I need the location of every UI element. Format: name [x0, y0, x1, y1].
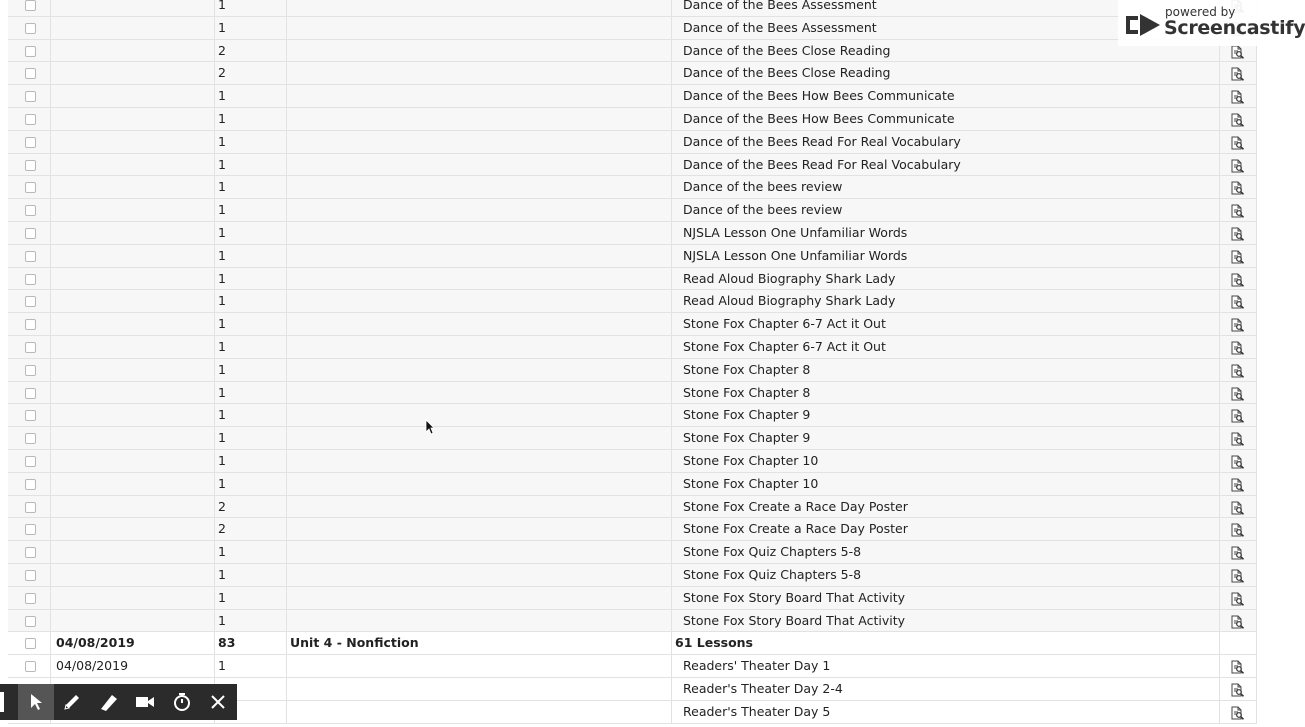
stopwatch-icon [173, 692, 191, 712]
row-checkbox-cell [8, 587, 50, 609]
lesson-title-cell: Stone Fox Chapter 10 [671, 450, 1219, 472]
table-row[interactable] [8, 655, 1257, 678]
preview-cell [1219, 450, 1257, 472]
unit-cell [286, 176, 671, 198]
lesson-title-cell: Stone Fox Quiz Chapters 5-8 [671, 564, 1219, 586]
row-checkbox[interactable] [25, 205, 36, 216]
lesson-title-cell: Reader's Theater Day 2-4 [671, 678, 1219, 700]
screencastify-watermark [1118, 0, 1305, 46]
unit-cell [286, 610, 671, 632]
unit-cell [286, 701, 671, 723]
lesson-title-cell: Stone Fox Chapter 10 [671, 473, 1219, 495]
unit-cell [286, 131, 671, 153]
lesson-title-cell: Dance of the Bees How Bees Communicate [671, 85, 1219, 107]
preview-cell [1219, 336, 1257, 358]
table-row[interactable] [8, 154, 1257, 177]
preview-cell [1219, 587, 1257, 609]
count-cell: 1 [214, 382, 286, 404]
unit-cell [286, 268, 671, 290]
date-cell [50, 131, 214, 153]
count-cell: 1 [214, 564, 286, 586]
count-cell: 83 [214, 632, 286, 654]
mouse-pointer-icon [425, 419, 435, 435]
preview-cell [1219, 564, 1257, 586]
toolbar-handle[interactable] [0, 692, 4, 712]
row-checkbox-cell [8, 131, 50, 153]
count-cell: 1 [214, 587, 286, 609]
date-cell [50, 404, 214, 426]
row-checkbox[interactable] [25, 0, 36, 11]
row-checkbox[interactable] [25, 502, 36, 513]
lesson-title-cell: Dance of the Bees Assessment [671, 0, 1219, 16]
preview-cell [1219, 359, 1257, 381]
row-checkbox[interactable] [25, 68, 36, 79]
preview-cell [1219, 313, 1257, 335]
preview-cell [1219, 496, 1257, 518]
table-row[interactable] [8, 450, 1257, 473]
date-cell [50, 222, 214, 244]
row-checkbox-cell [8, 496, 50, 518]
lesson-title-cell: NJSLA Lesson One Unfamiliar Words [671, 245, 1219, 267]
preview-cell [1219, 245, 1257, 267]
unit-cell [286, 245, 671, 267]
unit-cell [286, 336, 671, 358]
unit-cell [286, 427, 671, 449]
count-cell: 1 [214, 85, 286, 107]
table-row[interactable] [8, 587, 1257, 610]
row-checkbox-cell [8, 632, 50, 654]
date-cell [50, 473, 214, 495]
lesson-title-cell: NJSLA Lesson One Unfamiliar Words [671, 222, 1219, 244]
date-cell [50, 336, 214, 358]
annotation-toolbar [0, 684, 237, 720]
row-checkbox[interactable] [25, 638, 36, 649]
count-cell: 1 [214, 131, 286, 153]
lesson-title-cell: Dance of the bees review [671, 199, 1219, 221]
row-checkbox[interactable] [25, 410, 36, 421]
lesson-title-cell: Stone Fox Chapter 6-7 Act it Out [671, 313, 1219, 335]
highlighter-icon [98, 692, 120, 712]
preview-cell [1219, 382, 1257, 404]
row-checkbox-cell [8, 336, 50, 358]
table-row[interactable] [8, 17, 1257, 40]
date-cell [50, 290, 214, 312]
row-checkbox[interactable] [25, 114, 36, 125]
count-cell: 1 [214, 655, 286, 677]
watermark-line1: powered by [1165, 5, 1236, 19]
lesson-title-cell: 61 Lessons [671, 632, 1219, 654]
table-row[interactable] [8, 496, 1257, 519]
row-checkbox-cell [8, 268, 50, 290]
row-checkbox-cell [8, 40, 50, 62]
row-checkbox[interactable] [25, 479, 36, 490]
lesson-title-cell: Stone Fox Story Board That Activity [671, 587, 1219, 609]
row-checkbox[interactable] [25, 524, 36, 535]
lesson-title-cell: Reader's Theater Day 5 [671, 701, 1219, 723]
unit-cell [286, 564, 671, 586]
unit-cell [286, 85, 671, 107]
row-checkbox-cell [8, 541, 50, 563]
date-cell [50, 382, 214, 404]
cursor-icon [28, 693, 44, 711]
row-checkbox-cell [8, 313, 50, 335]
row-checkbox[interactable] [25, 616, 36, 627]
row-checkbox[interactable] [25, 251, 36, 262]
preview-cell [1219, 473, 1257, 495]
row-checkbox-cell [8, 245, 50, 267]
preview-cell [1219, 541, 1257, 563]
row-checkbox[interactable] [25, 182, 36, 193]
count-cell: 1 [214, 222, 286, 244]
count-cell: 2 [214, 518, 286, 540]
lesson-title-cell: Readers' Theater Day 1 [671, 655, 1219, 677]
table-row[interactable] [8, 336, 1257, 359]
table-row[interactable] [8, 610, 1257, 633]
count-cell: 2 [214, 496, 286, 518]
row-checkbox-cell [8, 359, 50, 381]
table-row[interactable] [8, 40, 1257, 63]
preview-cell [1219, 427, 1257, 449]
row-checkbox-cell [8, 154, 50, 176]
pen-icon [62, 692, 82, 712]
preview-cell [1219, 108, 1257, 130]
unit-cell [286, 108, 671, 130]
lesson-title-cell: Stone Fox Chapter 6-7 Act it Out [671, 336, 1219, 358]
pen-tool-button[interactable] [54, 684, 90, 720]
video-camera-icon [135, 694, 155, 710]
table-row[interactable] [8, 518, 1257, 541]
row-checkbox[interactable] [25, 547, 36, 558]
row-checkbox-cell [8, 382, 50, 404]
unit-cell [286, 450, 671, 472]
lesson-title-cell: Stone Fox Quiz Chapters 5-8 [671, 541, 1219, 563]
row-checkbox-cell [8, 176, 50, 198]
date-cell [50, 450, 214, 472]
preview-cell [1219, 518, 1257, 540]
table-row[interactable] [8, 382, 1257, 405]
watermark-line2: Screencastify [1164, 17, 1305, 39]
row-checkbox[interactable] [25, 433, 36, 444]
lesson-title-cell: Dance of the Bees Close Reading [671, 40, 1219, 62]
count-cell: 1 [214, 176, 286, 198]
unit-cell [286, 496, 671, 518]
close-toolbar-button[interactable] [200, 684, 236, 720]
row-checkbox[interactable] [25, 23, 36, 34]
unit-cell [286, 518, 671, 540]
date-cell [50, 154, 214, 176]
count-cell: 1 [214, 17, 286, 39]
screencastify-logo-icon [1124, 10, 1162, 40]
table-row[interactable] [8, 131, 1257, 154]
lesson-title-cell: Stone Fox Chapter 9 [671, 427, 1219, 449]
count-cell: 1 [214, 154, 286, 176]
row-checkbox-cell [8, 290, 50, 312]
count-cell: 1 [214, 473, 286, 495]
row-checkbox[interactable] [25, 388, 36, 399]
timer-tool-button[interactable] [164, 684, 200, 720]
lesson-title-cell: Stone Fox Chapter 9 [671, 404, 1219, 426]
unit-cell [286, 290, 671, 312]
preview-cell [1219, 632, 1257, 654]
row-checkbox[interactable] [25, 274, 36, 285]
table-row[interactable] [8, 404, 1257, 427]
count-cell: 1 [214, 0, 286, 16]
table-row[interactable] [8, 313, 1257, 336]
lesson-title-cell: Dance of the Bees Close Reading [671, 62, 1219, 84]
count-cell: 1 [214, 427, 286, 449]
date-cell [50, 541, 214, 563]
row-checkbox-cell [8, 199, 50, 221]
table-row[interactable] [8, 0, 1257, 17]
lesson-title-cell: Stone Fox Create a Race Day Poster [671, 518, 1219, 540]
table-row[interactable] [8, 176, 1257, 199]
unit-cell [286, 587, 671, 609]
lesson-title-cell: Stone Fox Create a Race Day Poster [671, 496, 1219, 518]
highlighter-tool-button[interactable] [91, 684, 127, 720]
unit-cell [286, 404, 671, 426]
row-checkbox-cell [8, 473, 50, 495]
count-cell: 2 [214, 40, 286, 62]
lesson-title-cell: Read Aloud Biography Shark Lady [671, 268, 1219, 290]
row-checkbox-cell [8, 17, 50, 39]
row-checkbox-cell [8, 62, 50, 84]
unit-cell [286, 678, 671, 700]
preview-cell [1219, 290, 1257, 312]
preview-cell [1219, 678, 1257, 700]
date-cell [50, 62, 214, 84]
row-checkbox[interactable] [25, 661, 36, 672]
row-checkbox[interactable] [25, 296, 36, 307]
camera-tool-button[interactable] [127, 684, 163, 720]
lesson-title-cell: Dance of the Bees Read For Real Vocabulary [671, 154, 1219, 176]
count-cell: 1 [214, 108, 286, 130]
lesson-title-cell: Dance of the Bees Assessment [671, 17, 1219, 39]
row-checkbox-cell [8, 222, 50, 244]
row-checkbox-cell [8, 0, 50, 16]
unit-cell [286, 313, 671, 335]
unit-cell [286, 62, 671, 84]
row-checkbox-cell [8, 108, 50, 130]
row-checkbox-cell [8, 564, 50, 586]
row-checkbox-cell [8, 655, 50, 677]
unit-cell [286, 473, 671, 495]
table-row[interactable] [8, 268, 1257, 291]
row-checkbox[interactable] [25, 570, 36, 581]
table-row[interactable] [8, 290, 1257, 313]
row-checkbox-cell [8, 610, 50, 632]
date-cell [50, 427, 214, 449]
preview-cell [1219, 85, 1257, 107]
row-checkbox[interactable] [25, 365, 36, 376]
lesson-title-cell: Stone Fox Chapter 8 [671, 382, 1219, 404]
lesson-title-cell: Dance of the Bees How Bees Communicate [671, 108, 1219, 130]
date-cell [50, 564, 214, 586]
date-cell [50, 359, 214, 381]
date-cell [50, 518, 214, 540]
row-checkbox[interactable] [25, 319, 36, 330]
row-checkbox-cell [8, 85, 50, 107]
lessons-table [8, 0, 1257, 724]
table-row[interactable] [8, 245, 1257, 268]
unit-cell [286, 655, 671, 677]
row-checkbox-cell [8, 518, 50, 540]
count-cell: 1 [214, 404, 286, 426]
unit-cell: Unit 4 - Nonfiction [286, 632, 671, 654]
date-cell [50, 199, 214, 221]
unit-cell [286, 359, 671, 381]
unit-cell [286, 541, 671, 563]
date-cell: 04/08/2019 [50, 632, 214, 654]
preview-cell [1219, 404, 1257, 426]
preview-cell [1219, 154, 1257, 176]
preview-cell [1219, 655, 1257, 677]
close-icon [211, 695, 225, 709]
date-cell [50, 85, 214, 107]
count-cell: 1 [214, 199, 286, 221]
table-row[interactable] [8, 85, 1257, 108]
preview-document-icon[interactable] [1230, 705, 1245, 727]
lesson-title-cell: Stone Fox Story Board That Activity [671, 610, 1219, 632]
lesson-title-cell: Dance of the bees review [671, 176, 1219, 198]
count-cell: 1 [214, 245, 286, 267]
date-cell [50, 17, 214, 39]
count-cell: 1 [214, 268, 286, 290]
preview-cell [1219, 131, 1257, 153]
row-checkbox-cell [8, 427, 50, 449]
table-row[interactable] [8, 427, 1257, 450]
table-row[interactable] [8, 199, 1257, 222]
date-cell [50, 610, 214, 632]
row-checkbox-cell [8, 450, 50, 472]
count-cell: 1 [214, 290, 286, 312]
preview-cell [1219, 222, 1257, 244]
lesson-title-cell: Dance of the Bees Read For Real Vocabulary [671, 131, 1219, 153]
date-cell [50, 587, 214, 609]
date-cell: 04/08/2019 [50, 655, 214, 677]
date-cell [50, 268, 214, 290]
date-cell [50, 176, 214, 198]
table-row[interactable] [8, 222, 1257, 245]
row-checkbox-cell [8, 404, 50, 426]
row-checkbox[interactable] [25, 456, 36, 467]
row-checkbox[interactable] [25, 342, 36, 353]
cursor-tool-button[interactable] [18, 684, 54, 720]
preview-cell [1219, 199, 1257, 221]
count-cell: 1 [214, 450, 286, 472]
unit-cell [286, 199, 671, 221]
unit-cell [286, 17, 671, 39]
preview-cell [1219, 610, 1257, 632]
unit-cell [286, 222, 671, 244]
date-cell [50, 0, 214, 16]
row-checkbox[interactable] [25, 228, 36, 239]
row-checkbox[interactable] [25, 46, 36, 57]
preview-cell [1219, 701, 1257, 723]
unit-header-row[interactable] [8, 632, 1257, 655]
unit-cell [286, 154, 671, 176]
count-cell: 1 [214, 359, 286, 381]
count-cell: 1 [214, 336, 286, 358]
table-row[interactable] [8, 564, 1257, 587]
unit-cell [286, 0, 671, 16]
date-cell [50, 40, 214, 62]
date-cell [50, 245, 214, 267]
date-cell [50, 313, 214, 335]
row-checkbox[interactable] [25, 91, 36, 102]
count-cell: 1 [214, 541, 286, 563]
lesson-title-cell: Read Aloud Biography Shark Lady [671, 290, 1219, 312]
count-cell: 1 [214, 313, 286, 335]
unit-cell [286, 40, 671, 62]
count-cell: 1 [214, 610, 286, 632]
preview-cell [1219, 268, 1257, 290]
preview-cell [1219, 62, 1257, 84]
preview-cell [1219, 176, 1257, 198]
count-cell: 2 [214, 62, 286, 84]
row-checkbox[interactable] [25, 593, 36, 604]
unit-cell [286, 382, 671, 404]
table-row[interactable] [8, 359, 1257, 382]
date-cell [50, 108, 214, 130]
table-row[interactable] [8, 541, 1257, 564]
row-checkbox[interactable] [25, 137, 36, 148]
table-row[interactable] [8, 108, 1257, 131]
lesson-title-cell: Stone Fox Chapter 8 [671, 359, 1219, 381]
row-checkbox[interactable] [25, 160, 36, 171]
table-row[interactable] [8, 62, 1257, 85]
table-row[interactable] [8, 473, 1257, 496]
date-cell [50, 496, 214, 518]
